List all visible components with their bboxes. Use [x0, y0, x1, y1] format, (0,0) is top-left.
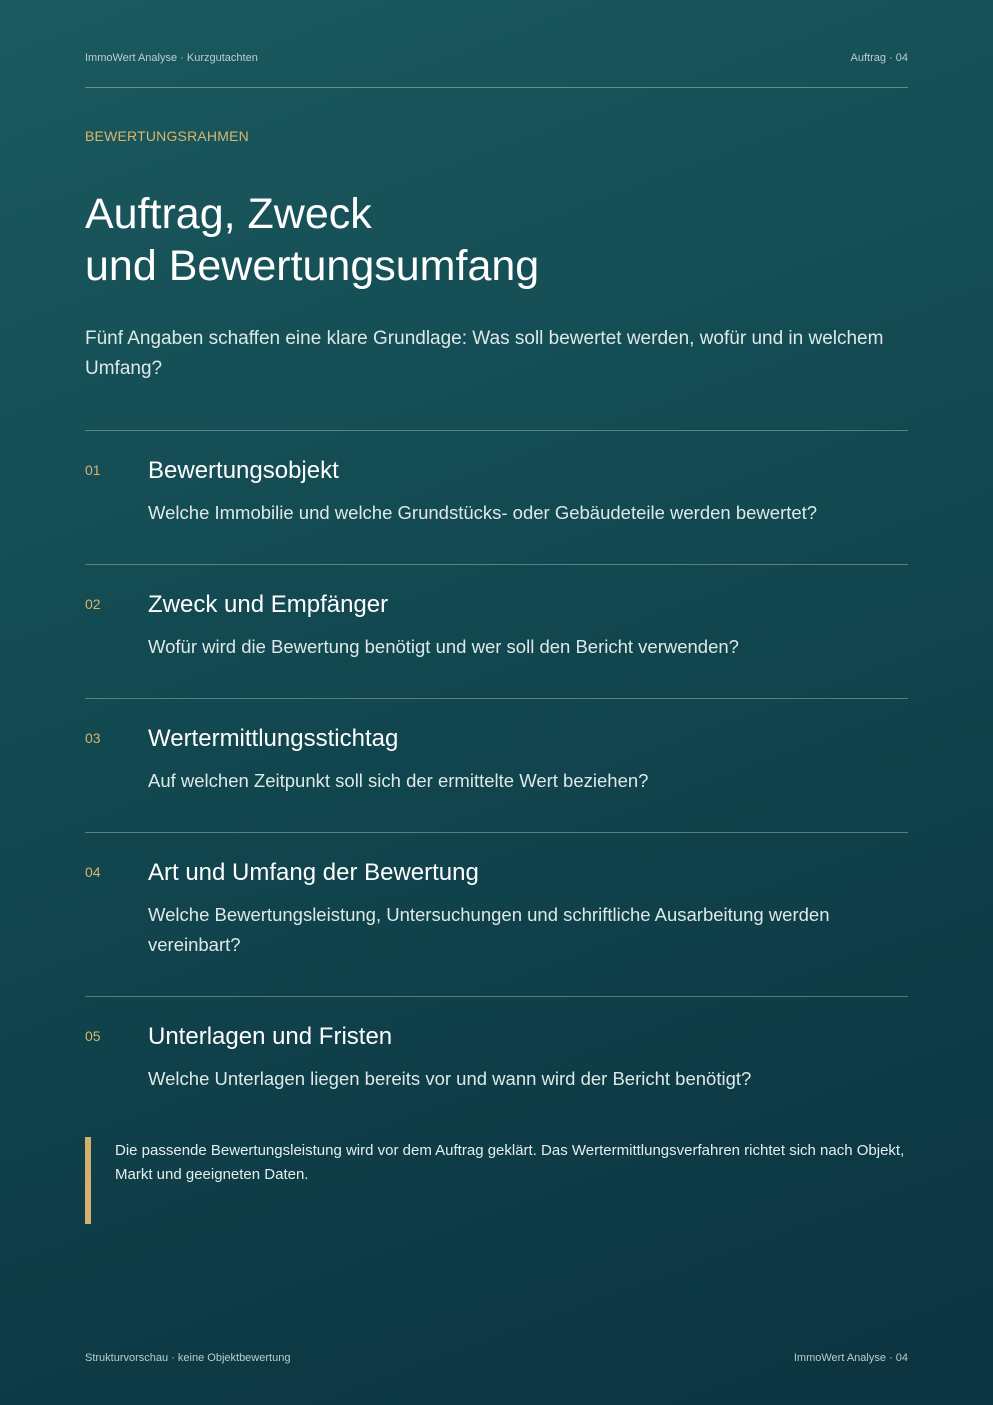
list-item	[85, 698, 908, 832]
item-description: Welche Bewertungsleistung, Untersuchungen und schriftliche Ausarbeitung werden vereinbart?	[148, 904, 830, 955]
page-title-line-1: Auftrag, Zweck	[85, 190, 372, 238]
page-header	[85, 52, 908, 64]
item-description: Auf welchen Zeitpunkt soll sich der ermittelte Wert beziehen?	[148, 770, 649, 791]
item-number: 02	[85, 596, 101, 612]
list-item	[85, 996, 908, 1117]
item-number: 03	[85, 730, 101, 746]
report-page	[85, 0, 908, 1405]
header-document-title: ImmoWert Analyse · Kurzgutachten	[85, 52, 258, 64]
page-title-line-2: und Bewertungsumfang	[85, 242, 540, 290]
list-item	[85, 832, 908, 996]
item-number: 04	[85, 864, 101, 880]
header-page-label: Auftrag · 04	[850, 52, 908, 64]
lead-paragraph: Fünf Angaben schaffen eine klare Grundlage: Was soll bewertet werden, wofür und in welchem Umfang?	[85, 328, 884, 379]
callout-note	[85, 1137, 908, 1224]
item-title: Bewertungsobjekt	[148, 457, 339, 484]
header-divider	[85, 87, 908, 88]
item-description: Welche Unterlagen liegen bereits vor und wann wird der Bericht benötigt?	[148, 1068, 752, 1089]
item-number: 05	[85, 1028, 101, 1044]
item-title: Zweck und Empfänger	[148, 591, 389, 618]
criteria-list	[85, 430, 908, 1117]
list-item	[85, 564, 908, 698]
page-footer	[85, 1352, 908, 1364]
item-title: Wertermittlungsstichtag	[148, 725, 399, 752]
item-number: 01	[85, 462, 101, 478]
callout-text: Die passende Bewertungsleistung wird vor dem Auftrag geklärt. Das Wertermittlungsverfahren richtet sich nach Objekt, Markt und geeigneten Daten.	[115, 1142, 905, 1183]
footer-page-label: ImmoWert Analyse · 04	[793, 1352, 908, 1364]
item-title: Art und Umfang der Bewertung	[148, 859, 479, 886]
page-title	[85, 188, 539, 292]
item-description: Welche Immobilie und welche Grundstücks- oder Gebäudeteile werden bewertet?	[148, 502, 818, 523]
callout-accent-bar	[85, 1137, 91, 1224]
section-eyebrow: BEWERTUNGSRAHMEN	[85, 128, 249, 144]
item-title: Unterlagen und Fristen	[148, 1023, 393, 1050]
list-item	[85, 430, 908, 564]
footer-disclaimer: Strukturvorschau · keine Objektbewertung	[85, 1352, 291, 1364]
item-description: Wofür wird die Bewertung benötigt und wer soll den Bericht verwenden?	[148, 636, 739, 657]
